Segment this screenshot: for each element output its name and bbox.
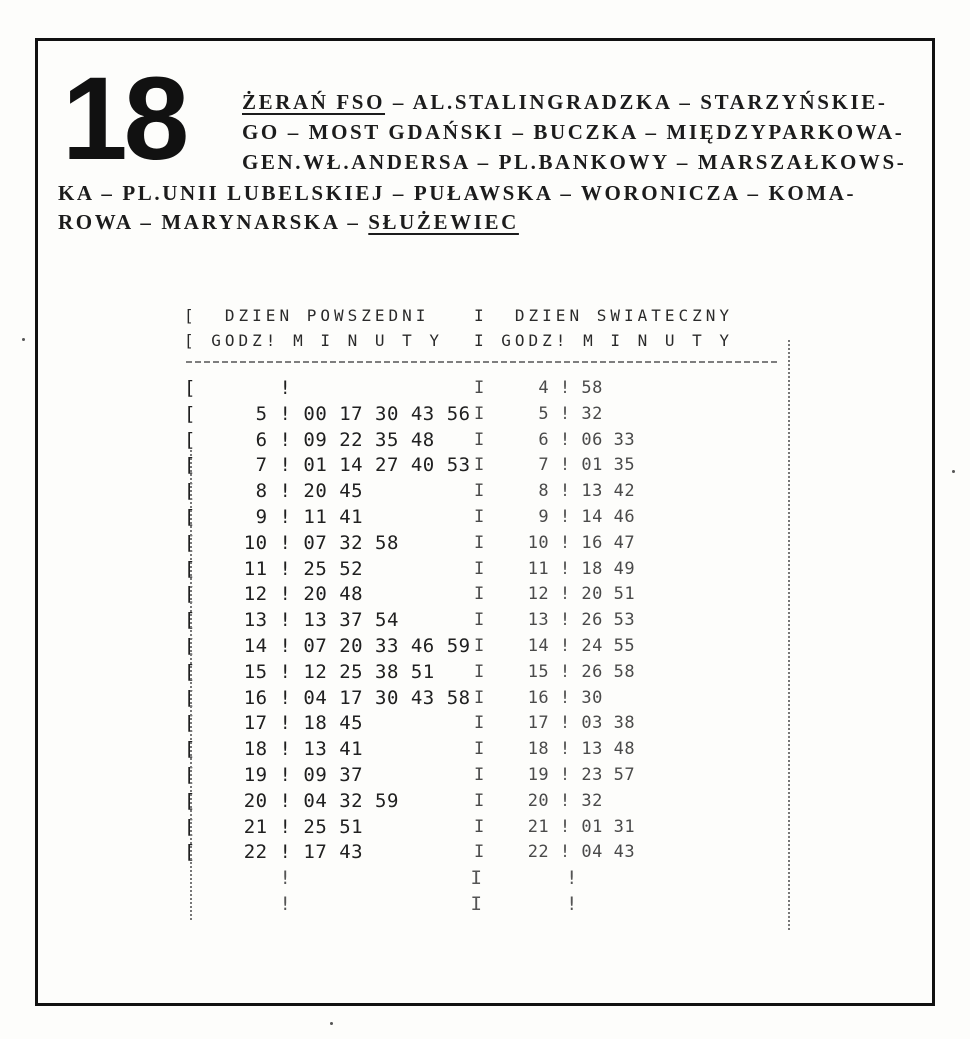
holiday-minutes: 06 33 (581, 429, 636, 450)
holiday-minutes: 26 58 (581, 661, 636, 682)
holiday-minutes: 14 46 (581, 506, 636, 527)
column-rule: I (474, 635, 507, 656)
holiday-minutes: 01 35 (581, 455, 636, 476)
holiday-row (474, 660, 635, 686)
column-rule: I (474, 558, 507, 579)
weekday-subheader: [ GODZ! M I N U T Y (184, 331, 444, 350)
holiday-row (474, 815, 635, 841)
hour-separator: ! (549, 532, 582, 553)
column-rule: [ (184, 763, 220, 786)
column-rule: I (474, 403, 507, 424)
hour-separator: ! (549, 378, 582, 398)
holiday-hour: 5 (506, 403, 550, 424)
column-rule: [ (184, 789, 220, 812)
weekday-minutes: 25 51 (303, 815, 364, 838)
column-rule: I (474, 687, 507, 708)
holiday-hour: 11 (506, 558, 550, 579)
holiday-subheader: I GODZ! M I N U T Y (474, 331, 734, 350)
weekday-hour: 8 (219, 480, 268, 503)
route-stops-line-1: ŻERAŃ FSO – AL.STALINGRADZKA – STARZYŃSKIE- (242, 90, 888, 114)
column-rule: I (474, 713, 507, 734)
holiday-row (474, 711, 635, 737)
left-edge-dots (190, 450, 192, 920)
holiday-row (474, 402, 635, 428)
holiday-minutes: 58 (581, 378, 603, 398)
weekday-minutes: 13 37 54 (303, 609, 399, 632)
weekday-row (184, 582, 471, 608)
weekday-minutes: 20 48 (303, 583, 364, 606)
hour-separator: ! (267, 557, 304, 580)
weekday-row (184, 428, 471, 454)
holiday-row (474, 634, 635, 660)
holiday-hour: 8 (506, 481, 550, 502)
column-rule: I (474, 481, 507, 502)
hour-separator: ! (267, 841, 304, 864)
holiday-row (474, 428, 635, 454)
column-rule: I (474, 378, 507, 398)
weekday-hour: 13 (219, 609, 268, 632)
hour-separator: ! (549, 429, 582, 450)
holiday-table (474, 376, 635, 866)
hour-separator: ! (267, 505, 304, 528)
holiday-row (474, 686, 635, 712)
holiday-row (474, 453, 635, 479)
hour-separator: ! (267, 738, 304, 761)
column-rule: I (474, 610, 507, 631)
weekday-row (184, 479, 471, 505)
weekday-minutes: 17 43 (303, 841, 364, 864)
holiday-minutes: 26 53 (581, 610, 636, 631)
route-end-stop: SŁUŻEWIEC (368, 210, 519, 234)
hour-separator: ! (549, 403, 582, 424)
column-rule: I (474, 764, 507, 785)
column-rule: I (474, 506, 507, 527)
holiday-minutes: 01 31 (581, 816, 636, 837)
hour-separator: ! (267, 712, 304, 735)
hour-separator: ! (267, 686, 304, 709)
hour-separator: ! (267, 377, 304, 399)
holiday-row (474, 582, 635, 608)
column-rule: [ (184, 402, 220, 425)
holiday-row (474, 505, 635, 531)
hour-separator: ! (267, 660, 304, 683)
holiday-minutes: 24 55 (581, 635, 636, 656)
holiday-hour: 7 (506, 455, 550, 476)
column-rule: [ (184, 557, 220, 580)
weekday-hour: 18 (219, 738, 268, 761)
hour-separator: ! (549, 610, 582, 631)
hour-separator: ! (267, 480, 304, 503)
weekday-hour: 6 (219, 428, 268, 451)
weekday-hour: 5 (219, 402, 268, 425)
weekday-hour: 7 (219, 454, 268, 477)
holiday-hour: 9 (506, 506, 550, 527)
holiday-minutes: 23 57 (581, 764, 636, 785)
holiday-hour: 21 (506, 816, 550, 837)
column-rule: I (474, 532, 507, 553)
paper-speck (330, 1022, 333, 1025)
weekday-hour: 21 (219, 815, 268, 838)
holiday-minutes: 04 43 (581, 842, 636, 863)
weekday-row (184, 840, 471, 866)
column-rule: [ (184, 480, 220, 503)
hour-separator: ! (549, 816, 582, 837)
weekday-hour: 22 (219, 841, 268, 864)
weekday-row (184, 686, 471, 712)
column-rule: [ (184, 454, 220, 477)
column-rule: [ (184, 686, 220, 709)
holiday-hour: 22 (506, 842, 550, 863)
hour-separator: ! (267, 402, 304, 425)
weekday-row (184, 557, 471, 583)
weekday-row (184, 711, 471, 737)
column-rule: [ (184, 815, 220, 838)
weekday-minutes-label: M I N U T Y (293, 331, 444, 350)
table-tail: ! I ! ! I ! (279, 867, 578, 915)
hour-separator: ! (267, 609, 304, 632)
hour-separator: ! (267, 815, 304, 838)
column-rule: [ (184, 841, 220, 864)
holiday-minutes: 13 48 (581, 739, 636, 760)
holiday-hour: 6 (506, 429, 550, 450)
weekday-hour (220, 377, 268, 399)
weekday-hour: 12 (219, 583, 268, 606)
weekday-minutes: 04 32 59 (303, 789, 399, 812)
weekday-row (184, 376, 471, 402)
route-number: 18 (62, 53, 186, 185)
weekday-hour: 19 (219, 763, 268, 786)
weekday-minutes: 04 17 30 43 58 (303, 686, 471, 709)
weekday-row (184, 660, 471, 686)
paper-speck (22, 338, 25, 341)
holiday-minutes: 18 49 (581, 558, 636, 579)
weekday-row (184, 453, 471, 479)
weekday-minutes: 07 32 58 (303, 531, 399, 554)
weekday-row (184, 763, 471, 789)
holiday-hour-label: GODZ! (501, 331, 570, 350)
column-rule: [ (184, 505, 220, 528)
hour-separator: ! (267, 634, 304, 657)
weekday-hour: 9 (219, 505, 268, 528)
weekday-hour-label: GODZ! (211, 331, 280, 350)
weekday-minutes: 01 14 27 40 53 (303, 454, 471, 477)
weekday-hour: 15 (219, 660, 268, 683)
route-stops-line-2: GO – MOST GDAŃSKI – BUCZKA – MIĘDZYPARKOWA- (242, 120, 905, 144)
hour-separator: ! (549, 584, 582, 605)
weekday-row (184, 505, 471, 531)
weekday-row (184, 531, 471, 557)
column-rule: [ (184, 531, 220, 554)
weekday-row (184, 608, 471, 634)
hour-separator: ! (549, 661, 582, 682)
route-stops-line-3: GEN.WŁ.ANDERSA – PL.BANKOWY – MARSZAŁKOWS- (242, 150, 907, 174)
weekday-hour: 11 (219, 557, 268, 580)
holiday-row (474, 531, 635, 557)
hour-separator: ! (549, 481, 582, 502)
weekday-table (184, 376, 471, 866)
column-rule: [ (184, 583, 220, 606)
holiday-hour: 17 (506, 713, 550, 734)
holiday-row (474, 763, 635, 789)
holiday-header: I DZIEN SWIATECZNY (474, 306, 734, 325)
hour-separator: ! (267, 531, 304, 554)
column-rule: I (474, 816, 507, 837)
column-rule: [ (184, 660, 220, 683)
weekday-minutes: 07 20 33 46 59 (303, 634, 471, 657)
weekday-row (184, 402, 471, 428)
hour-separator: ! (267, 583, 304, 606)
holiday-hour: 13 (506, 610, 550, 631)
holiday-hour: 20 (506, 790, 550, 811)
weekday-minutes: 13 41 (303, 738, 364, 761)
right-edge-dots (788, 340, 790, 930)
holiday-minutes-label: M I N U T Y (583, 331, 734, 350)
holiday-minutes: 32 (581, 790, 603, 811)
column-rule: [ (184, 712, 220, 735)
hour-separator: ! (267, 428, 304, 451)
hour-separator: ! (549, 558, 582, 579)
weekday-row (184, 815, 471, 841)
column-rule: [ (184, 377, 220, 399)
paper-speck (952, 470, 955, 473)
column-rule: [ (184, 428, 220, 451)
holiday-row (474, 840, 635, 866)
column-rule: I (474, 739, 507, 760)
column-rule: I (474, 661, 507, 682)
holiday-hour: 4 (506, 378, 550, 398)
holiday-hour: 10 (506, 532, 550, 553)
holiday-hour: 19 (506, 764, 550, 785)
holiday-hour: 18 (506, 739, 550, 760)
column-rule: [ (184, 634, 220, 657)
column-rule: I (474, 790, 507, 811)
weekday-minutes: 09 22 35 48 (303, 428, 435, 451)
weekday-row (184, 737, 471, 763)
weekday-hour: 20 (219, 789, 268, 812)
holiday-row (474, 608, 635, 634)
column-rule: [ (184, 738, 220, 761)
holiday-row (474, 479, 635, 505)
weekday-minutes: 12 25 38 51 (303, 660, 435, 683)
hour-separator: ! (267, 763, 304, 786)
route-start-stop: ŻERAŃ FSO (242, 90, 386, 114)
holiday-hour: 16 (506, 687, 550, 708)
column-rule: I (474, 584, 507, 605)
column-rule: I (474, 842, 507, 863)
hour-separator: ! (267, 789, 304, 812)
weekday-hour: 16 (219, 686, 268, 709)
weekday-minutes: 25 52 (303, 557, 364, 580)
hour-separator: ! (549, 687, 582, 708)
weekday-minutes: 00 17 30 43 56 (303, 402, 471, 425)
weekday-minutes: 18 45 (303, 712, 364, 735)
weekday-minutes: 20 45 (303, 480, 364, 503)
holiday-hour: 14 (506, 635, 550, 656)
hour-separator: ! (549, 455, 582, 476)
holiday-row (474, 789, 635, 815)
hour-separator: ! (549, 842, 582, 863)
hour-separator: ! (549, 713, 582, 734)
weekday-row (184, 634, 471, 660)
column-rule: I (474, 429, 507, 450)
hour-separator: ! (549, 506, 582, 527)
holiday-minutes: 03 38 (581, 713, 636, 734)
hour-separator: ! (549, 764, 582, 785)
hour-separator: ! (549, 790, 582, 811)
hour-separator: ! (549, 739, 582, 760)
weekday-hour: 14 (219, 634, 268, 657)
holiday-minutes: 32 (581, 403, 603, 424)
weekday-row (184, 789, 471, 815)
weekday-minutes: 11 41 (303, 505, 364, 528)
route-stops-line-5: ROWA – MARYNARSKA – SŁUŻEWIEC (58, 210, 519, 234)
holiday-title: DZIEN SWIATECZNY (514, 306, 734, 325)
holiday-row (474, 737, 635, 763)
holiday-minutes: 20 51 (581, 584, 636, 605)
weekday-hour: 10 (219, 531, 268, 554)
holiday-row (474, 557, 635, 583)
holiday-minutes: 30 (581, 687, 603, 708)
hour-separator: ! (549, 635, 582, 656)
weekday-minutes: 09 37 (303, 763, 364, 786)
holiday-minutes: 16 47 (581, 532, 636, 553)
header-separator (0, 352, 970, 372)
holiday-hour: 15 (506, 661, 550, 682)
hour-separator: ! (267, 454, 304, 477)
weekday-header: [ DZIEN POWSZEDNI (184, 306, 430, 325)
route-stops-line-4: KA – PL.UNII LUBELSKIEJ – PUŁAWSKA – WORONICZA – KOMA- (58, 181, 857, 205)
holiday-row (474, 376, 635, 402)
column-rule: I (474, 455, 507, 476)
column-rule: [ (184, 609, 220, 632)
weekday-title: DZIEN POWSZEDNI (224, 306, 430, 325)
holiday-hour: 12 (506, 584, 550, 605)
holiday-minutes: 13 42 (581, 481, 636, 502)
weekday-hour: 17 (219, 712, 268, 735)
